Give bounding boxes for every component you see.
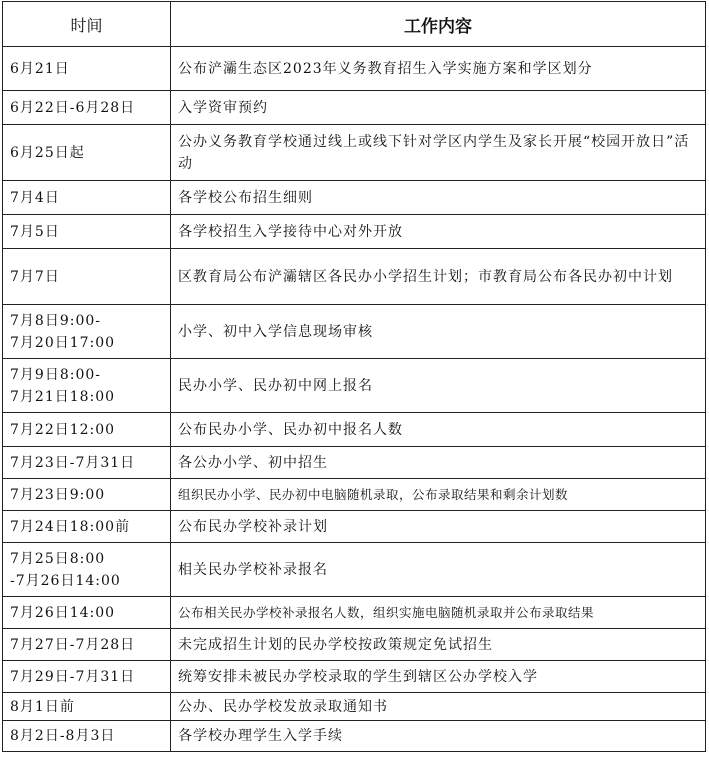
time-cell: 7月24日18:00前 — [3, 511, 171, 543]
work-cell: 各学校公布招生细则 — [171, 181, 706, 215]
table-row — [3, 597, 706, 629]
work-cell: 公布浐灞生态区2023年义务教育招生入学实施方案和学区划分 — [171, 47, 706, 91]
time-cell: 7月9日8:00- 7月21日18:00 — [3, 359, 171, 413]
work-cell: 各学校招生入学接待中心对外开放 — [171, 215, 706, 249]
time-cell: 6月21日 — [3, 47, 171, 91]
time-cell: 7月23日9:00 — [3, 479, 171, 511]
work-cell: 相关民办学校补录报名 — [171, 543, 706, 597]
work-cell: 公办义务教育学校通过线上或线下针对学区内学生及家长开展“校园开放日”活动 — [171, 125, 706, 181]
work-cell: 统筹安排未被民办学校录取的学生到辖区公办学校入学 — [171, 661, 706, 693]
time-cell: 7月7日 — [3, 249, 171, 305]
work-cell: 入学资审预约 — [171, 91, 706, 125]
work-cell: 区教育局公布浐灞辖区各民办小学招生计划；市教育局公布各民办初中计划 — [171, 249, 706, 305]
work-cell: 各学校办理学生入学手续 — [171, 721, 706, 752]
time-cell: 7月22日12:00 — [3, 413, 171, 447]
time-cell: 7月4日 — [3, 181, 171, 215]
table-row — [3, 305, 706, 359]
work-cell: 民办小学、民办初中网上报名 — [171, 359, 706, 413]
time-cell: 7月5日 — [3, 215, 171, 249]
time-cell: 6月25日起 — [3, 125, 171, 181]
table-row — [3, 125, 706, 181]
time-cell: 8月1日前 — [3, 693, 171, 721]
work-cell: 各公办小学、初中招生 — [171, 447, 706, 479]
table-row — [3, 721, 706, 752]
time-cell: 7月25日8:00 -7月26日14:00 — [3, 543, 171, 597]
table-row — [3, 661, 706, 693]
header-time: 时间 — [3, 2, 171, 47]
work-cell: 公布相关民办学校补录报名人数，组织实施电脑随机录取并公布录取结果 — [171, 597, 706, 629]
header-row — [3, 2, 706, 47]
work-cell: 组织民办小学、民办初中电脑随机录取，公布录取结果和剩余计划数 — [171, 479, 706, 511]
table-row — [3, 629, 706, 661]
table-row — [3, 413, 706, 447]
table-row — [3, 181, 706, 215]
work-cell: 公布民办学校补录计划 — [171, 511, 706, 543]
header-work: 工作内容 — [171, 2, 706, 47]
time-cell: 6月22日-6月28日 — [3, 91, 171, 125]
work-cell: 公办、民办学校发放录取通知书 — [171, 693, 706, 721]
time-cell: 7月26日14:00 — [3, 597, 171, 629]
time-cell: 7月27日-7月28日 — [3, 629, 171, 661]
table-row — [3, 479, 706, 511]
work-cell: 公布民办小学、民办初中报名人数 — [171, 413, 706, 447]
table-row — [3, 359, 706, 413]
table-row — [3, 91, 706, 125]
table-row — [3, 693, 706, 721]
time-cell: 7月23日-7月31日 — [3, 447, 171, 479]
schedule-table — [2, 1, 706, 752]
time-cell: 7月29日-7月31日 — [3, 661, 171, 693]
table-row — [3, 511, 706, 543]
table-row — [3, 249, 706, 305]
table-row — [3, 47, 706, 91]
time-cell: 7月8日9:00- 7月20日17:00 — [3, 305, 171, 359]
table-row — [3, 215, 706, 249]
table-row — [3, 447, 706, 479]
work-cell: 未完成招生计划的民办学校按政策规定免试招生 — [171, 629, 706, 661]
work-cell: 小学、初中入学信息现场审核 — [171, 305, 706, 359]
time-cell: 8月2日-8月3日 — [3, 721, 171, 752]
table-row — [3, 543, 706, 597]
